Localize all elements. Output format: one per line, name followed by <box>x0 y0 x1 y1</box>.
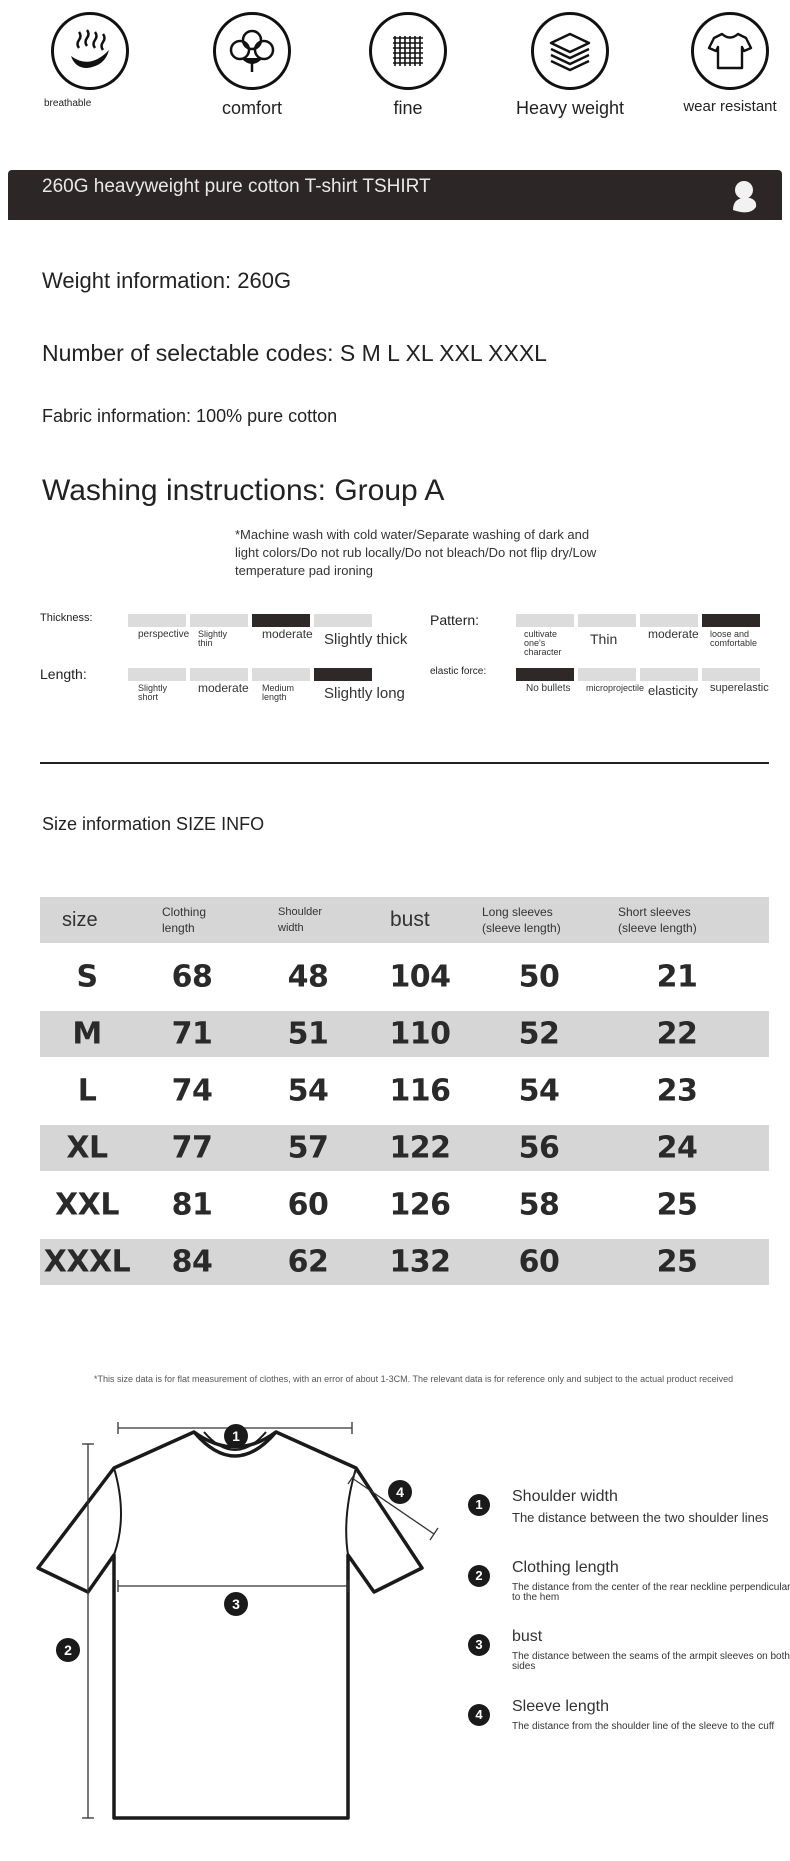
cell-short-sleeves: 23 <box>656 1073 698 1109</box>
table-row <box>40 1171 769 1239</box>
diagram-marker-1: 1 <box>224 1424 248 1448</box>
scale-cell <box>190 614 248 627</box>
size-table <box>40 897 769 1285</box>
cell-bust: 126 <box>389 1187 451 1223</box>
fabric-weave-icon <box>369 12 447 90</box>
cell-shoulder-width: 51 <box>287 1016 329 1052</box>
feature-label: wear resistant <box>683 98 777 115</box>
scale-cell <box>190 668 248 681</box>
feature-wear-resistant <box>660 12 790 115</box>
length-option: moderate <box>198 681 249 695</box>
feature-breathable <box>20 12 160 110</box>
washing-note: *Machine wash with cold water/Separate washing of dark and light colors/Do not rub locally/Do not bleach/Do not flip dry/Low temperature pad ironing <box>235 527 597 578</box>
cell-size: XL <box>66 1130 108 1166</box>
scale-cell-selected <box>252 614 310 627</box>
feature-fine <box>338 12 478 119</box>
legend-title: Sleeve length <box>512 1698 609 1715</box>
table-row <box>40 1239 769 1285</box>
cell-short-sleeves: 25 <box>656 1244 698 1280</box>
feature-label: breathable <box>44 98 92 109</box>
legend-title: bust <box>512 1628 543 1645</box>
tshirt-measurement-diagram <box>30 1420 450 1840</box>
elastic-option: superelastic <box>710 682 769 694</box>
scale-cell <box>128 668 186 681</box>
feature-comfort <box>182 12 322 119</box>
cell-long-sleeves: 60 <box>518 1244 560 1280</box>
cell-clothing-length: 68 <box>171 959 213 995</box>
scale-cell-selected <box>702 614 760 627</box>
size-info-title: Size information SIZE INFO <box>42 814 265 834</box>
header-size: size <box>62 909 98 931</box>
cell-long-sleeves: 50 <box>518 959 560 995</box>
scale-cell <box>702 668 760 681</box>
header-bust: bust <box>390 908 430 931</box>
scale-cell <box>578 614 636 627</box>
cell-long-sleeves: 54 <box>518 1073 560 1109</box>
cell-short-sleeves: 21 <box>656 959 698 995</box>
size-codes-info: Number of selectable codes: S M L XL XXL XXXL <box>42 340 547 366</box>
scale-cell <box>252 668 310 681</box>
layers-icon <box>531 12 609 90</box>
cell-long-sleeves: 52 <box>518 1016 560 1052</box>
scale-cell-selected <box>314 668 372 681</box>
cell-shoulder-width: 60 <box>287 1187 329 1223</box>
legend-number: 1 <box>468 1494 490 1516</box>
diagram-marker-2: 2 <box>56 1638 80 1662</box>
header-long-sleeves: Long sleeves (sleeve length) <box>482 905 561 935</box>
thickness-option: Slightly thick <box>324 631 408 648</box>
cell-size: M <box>72 1016 102 1052</box>
length-label: Length: <box>40 666 87 682</box>
thickness-label: Thickness: <box>40 612 93 624</box>
cell-shoulder-width: 62 <box>287 1244 329 1280</box>
header-shoulder-width: Shoulder width <box>278 906 323 934</box>
elastic-label: elastic force: <box>430 666 487 677</box>
washing-instructions: Washing instructions: Group A <box>42 474 445 507</box>
cotton-flower-icon <box>213 12 291 90</box>
thickness-option: perspective <box>138 629 190 640</box>
legend-title: Shoulder width <box>512 1488 618 1505</box>
feature-label: comfort <box>221 98 282 118</box>
pattern-option: cultivate one's character <box>524 629 562 657</box>
banner-title: 260G heavyweight pure cotton T-shirt TSHIRT <box>42 176 431 197</box>
feature-label: Heavy weight <box>515 98 625 118</box>
cell-bust: 132 <box>389 1244 451 1280</box>
section-divider <box>40 762 769 764</box>
legend-desc: The distance from the center of the rear neckline perpendicular to the hem <box>512 1582 790 1603</box>
thickness-option: Slightly thin <box>198 629 228 648</box>
cell-short-sleeves: 22 <box>656 1016 698 1052</box>
fabric-info: Fabric information: 100% pure cotton <box>42 406 338 426</box>
feature-label: fine <box>393 98 423 118</box>
cell-shoulder-width: 54 <box>287 1073 329 1109</box>
cell-clothing-length: 84 <box>171 1244 213 1280</box>
tshirt-outline <box>38 1432 422 1818</box>
cell-short-sleeves: 24 <box>656 1130 698 1166</box>
length-option: Slightly short <box>138 683 168 702</box>
cell-clothing-length: 77 <box>171 1130 213 1166</box>
thickness-option: moderate <box>262 627 313 641</box>
cell-bust: 116 <box>389 1073 451 1109</box>
scale-cell <box>640 668 698 681</box>
legend-desc: The distance between the two shoulder lines <box>512 1510 769 1525</box>
weight-info: Weight information: 260G <box>42 268 292 293</box>
pattern-option: moderate <box>648 627 699 641</box>
header-clothing-length: Clothing length <box>162 905 207 935</box>
legend-number: 4 <box>468 1704 490 1726</box>
cell-size: S <box>76 959 98 995</box>
cell-shoulder-width: 57 <box>287 1130 329 1166</box>
scale-cell-selected <box>516 668 574 681</box>
legend-number: 2 <box>468 1565 490 1587</box>
length-option: Medium length <box>262 683 295 702</box>
table-row <box>40 1057 769 1125</box>
cell-clothing-length: 74 <box>171 1073 213 1109</box>
breathable-icon <box>51 12 129 90</box>
cell-bust: 110 <box>389 1016 451 1052</box>
cell-bust: 104 <box>389 959 451 995</box>
cell-size: L <box>77 1073 97 1109</box>
cell-bust: 122 <box>389 1130 451 1166</box>
feature-icons <box>0 12 790 122</box>
diagram-marker-3: 3 <box>224 1592 248 1616</box>
pattern-label: Pattern: <box>430 612 480 628</box>
scale-cell <box>516 614 574 627</box>
cell-clothing-length: 71 <box>171 1016 213 1052</box>
cell-shoulder-width: 48 <box>287 959 329 995</box>
scale-cell <box>640 614 698 627</box>
legend-desc: The distance between the seams of the armpit sleeves on both sides <box>512 1651 790 1672</box>
scale-cell <box>128 614 186 627</box>
feature-heavy-weight <box>500 12 640 119</box>
pattern-option: Thin <box>590 631 618 647</box>
elastic-option: elasticity <box>648 683 698 698</box>
product-banner <box>8 170 782 220</box>
scale-cell <box>578 668 636 681</box>
table-row <box>40 943 769 1011</box>
table-row <box>40 1011 769 1057</box>
cell-long-sleeves: 58 <box>518 1187 560 1223</box>
length-option: Slightly long <box>324 685 405 702</box>
table-row <box>40 1125 769 1171</box>
scale-cell <box>314 614 372 627</box>
cell-short-sleeves: 25 <box>656 1187 698 1223</box>
cell-size: XXXL <box>43 1244 131 1280</box>
legend-desc: The distance from the shoulder line of the sleeve to the cuff <box>512 1721 775 1732</box>
cell-size: XXL <box>55 1187 119 1223</box>
pattern-option: loose and comfortable <box>710 629 758 648</box>
legend-title: Clothing length <box>512 1559 619 1576</box>
legend-number: 3 <box>468 1634 490 1656</box>
cell-long-sleeves: 56 <box>518 1130 560 1166</box>
elastic-option: microprojectile <box>586 683 645 693</box>
diagram-marker-4: 4 <box>388 1480 412 1504</box>
tshirt-icon <box>691 12 769 90</box>
brand-logo-icon <box>730 180 758 216</box>
size-footnote: *This size data is for flat measurement of clothes, with an error of about 1-3CM. The relevant data is for reference only and subject to the actual product received <box>94 1374 734 1384</box>
size-table-header <box>40 897 769 943</box>
elastic-option: No bullets <box>526 683 571 694</box>
header-short-sleeves: Short sleeves (sleeve length) <box>618 905 697 935</box>
cell-clothing-length: 81 <box>171 1187 213 1223</box>
